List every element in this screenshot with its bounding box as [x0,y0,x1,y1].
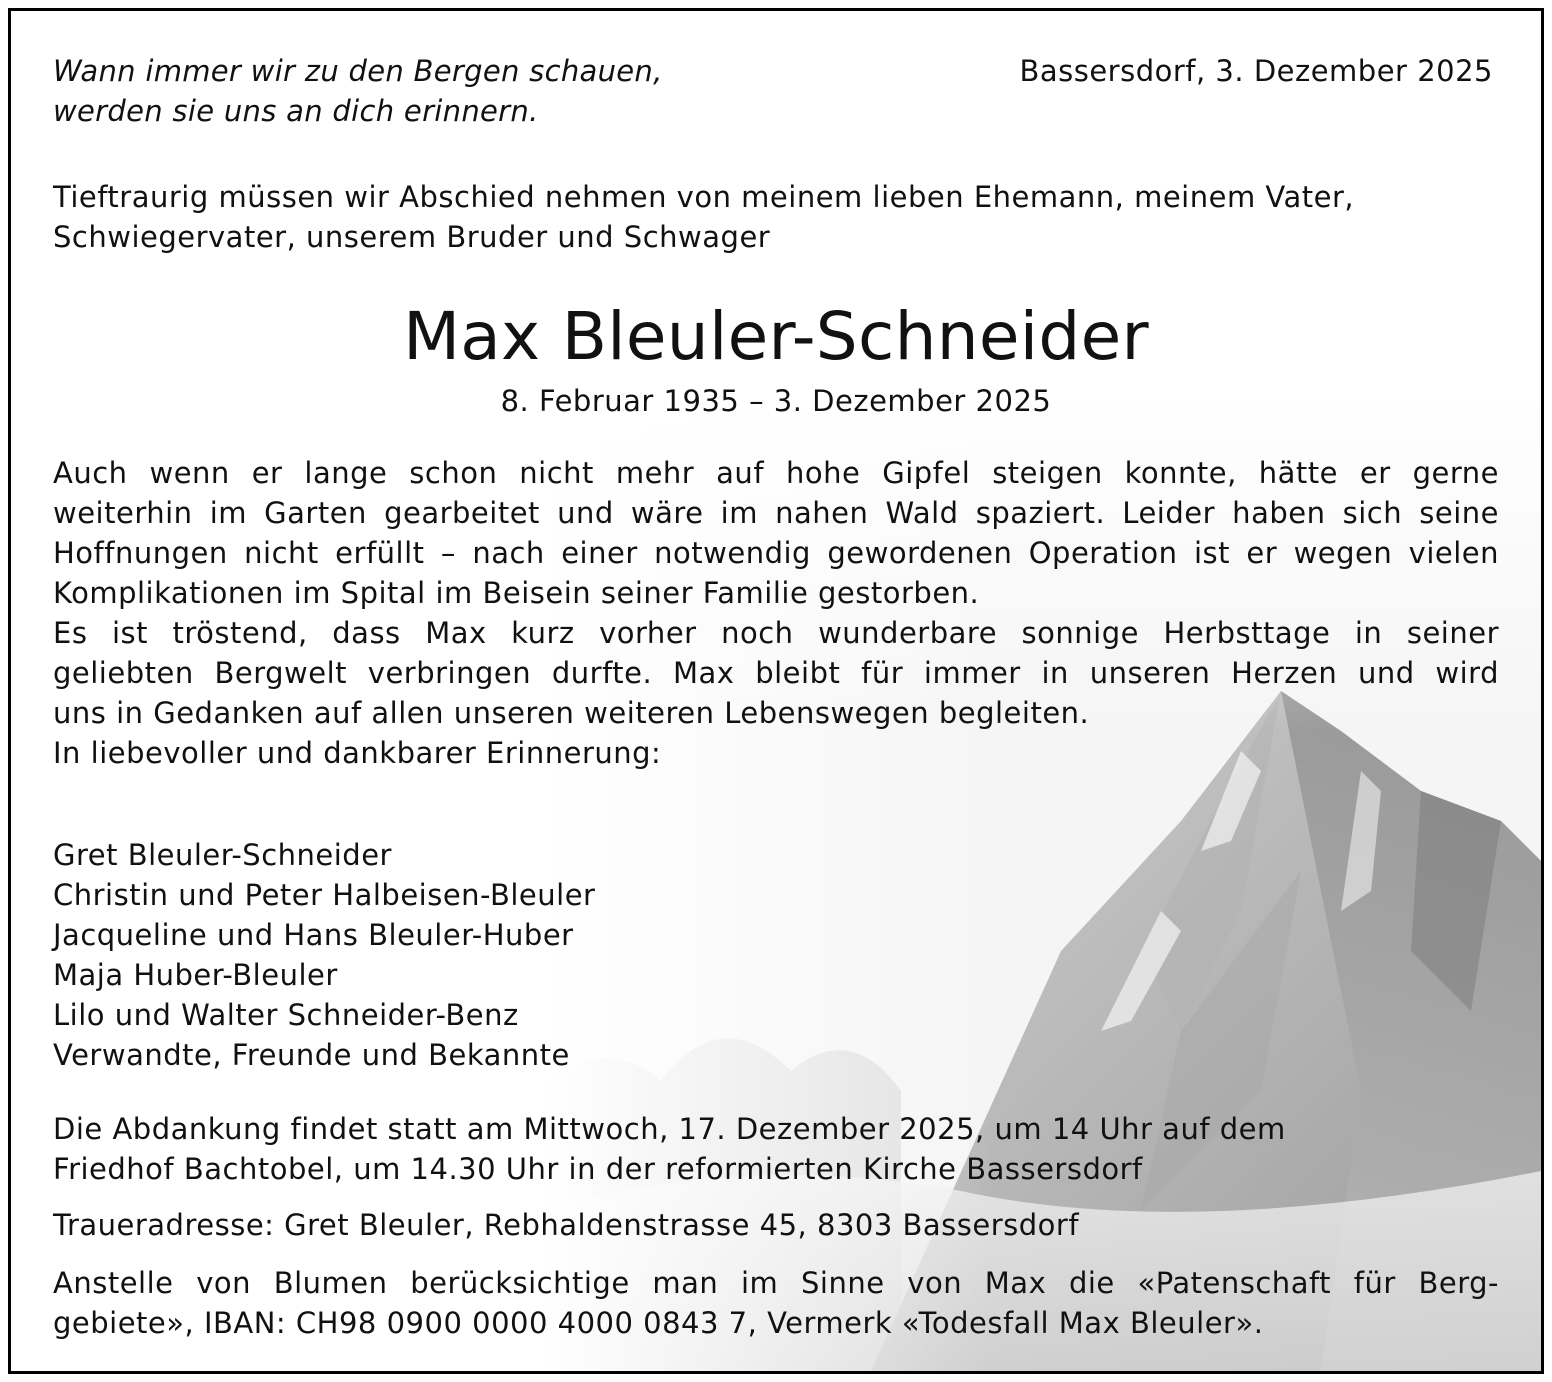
motto-line: werden sie uns an dich erinnern. [53,94,539,128]
service-line: Die Abdankung findet statt am Mittwoch, 17. Dezember 2025, um 14 Uhr auf dem [53,1112,1286,1146]
obituary-notice [8,8,1544,1374]
body-line: geliebten Bergwelt verbringen durfte. Max bleibt für immer in unseren Herzen und wird [53,656,1499,690]
body-line: uns in Gedanken auf allen unseren weiteren Lebenswegen begleiten. [53,696,1090,730]
family-member: Gret Bleuler-Schneider [53,838,392,872]
body-line: Hoffnungen nicht erfüllt – nach einer notwendig gewordenen Operation ist er wegen vielen [53,536,1499,570]
intro-line: Tieftraurig müssen wir Abschied nehmen von meinem lieben Ehemann, meinem Vater, [53,180,1355,214]
donation-info [53,1263,1499,1343]
life-dates: 8. Februar 1935 – 3. Dezember 2025 [500,384,1052,418]
motto-line: Wann immer wir zu den Bergen schauen, [53,54,663,88]
intro-line: Schwiegervater, unserem Bruder und Schwager [53,220,771,254]
place-date: Bassersdorf, 3. Dezember 2025 [1019,54,1493,88]
body-line: weiterhin im Garten gearbeitet und wäre im nahen Wald spaziert. Leider haben sich seine [53,496,1499,530]
family-member: Maja Huber-Bleuler [53,958,338,992]
family-member: Lilo und Walter Schneider-Benz [53,998,519,1032]
motto [53,51,663,131]
donation-line: Anstelle von Blumen berücksichtige man im Sinne von Max die «Patenschaft für Berg- [53,1266,1499,1300]
family-member: Christin und Peter Halbeisen-Bleuler [53,878,596,912]
family-member: Verwandte, Freunde und Bekannte [53,1038,570,1072]
body-line: Komplikationen im Spital im Beisein seiner Familie gestorben. [53,576,980,610]
deceased-name: Max Bleuler-Schneider [403,298,1149,375]
body-line: Es ist tröstend, dass Max kurz vorher noch wunderbare sonnige Herbsttage in seiner [53,616,1499,650]
family-member: Jacqueline und Hans Bleuler-Huber [53,918,574,952]
memory-line: In liebevoller und dankbarer Erinnerung: [53,736,662,770]
body-line: Auch wenn er lange schon nicht mehr auf hohe Gipfel steigen konnte, hätte er gerne [53,456,1499,490]
mourning-address: Traueradresse: Gret Bleuler, Rebhaldenstrasse 45, 8303 Bassersdorf [53,1208,1080,1242]
intro-text [53,177,1354,257]
service-line: Friedhof Bachtobel, um 14.30 Uhr in der reformierten Kirche Bassersdorf [53,1152,1143,1186]
family-list [53,835,595,1075]
donation-line: gebiete», IBAN: CH98 0900 0000 4000 0843 7, Vermerk «Todesfall Max Bleuler». [53,1306,1264,1340]
body-text [53,453,1499,733]
service-info [53,1109,1286,1189]
